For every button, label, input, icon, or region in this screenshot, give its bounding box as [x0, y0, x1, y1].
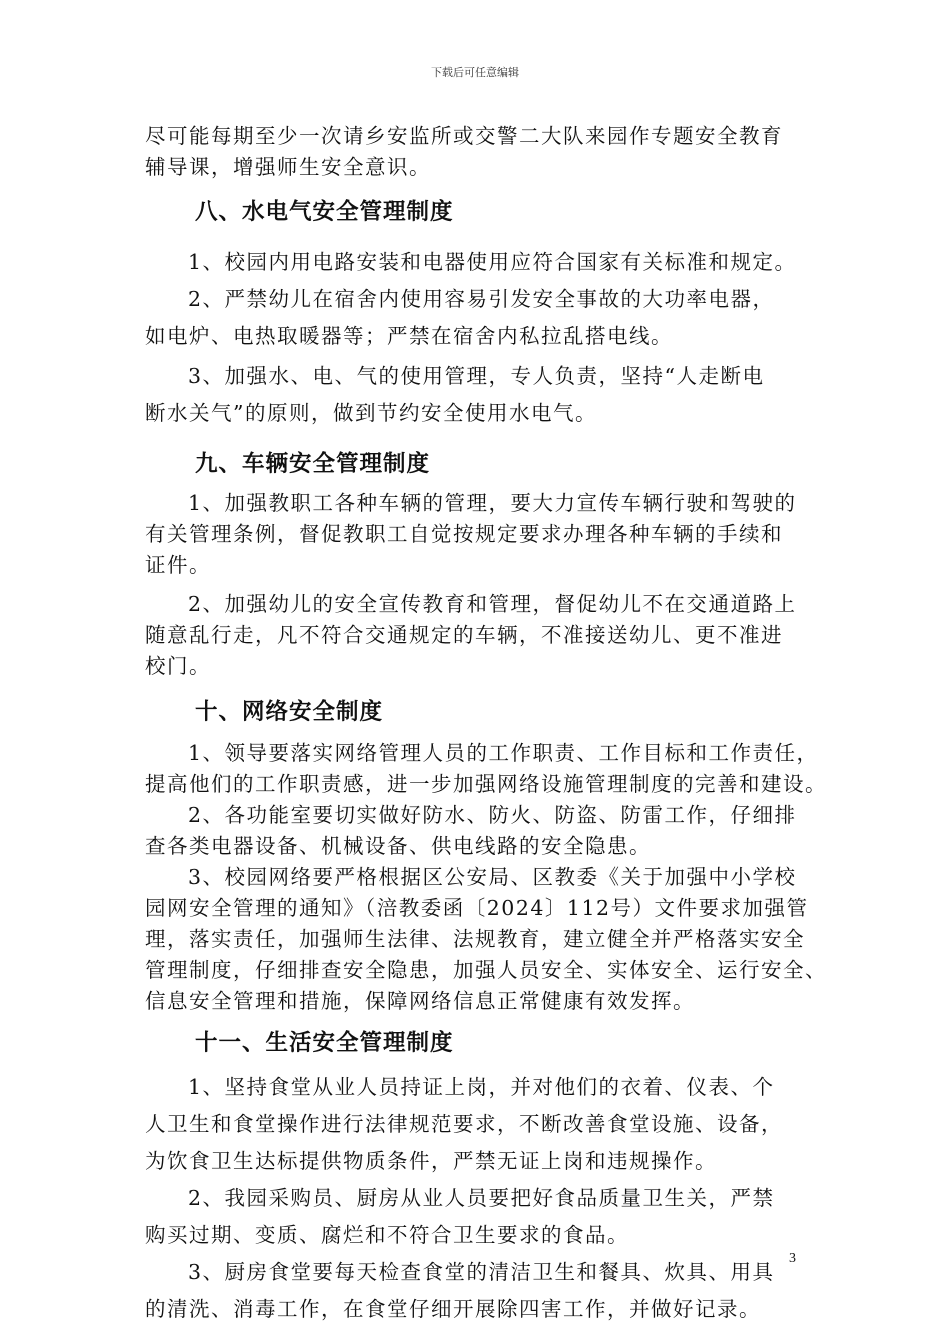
text-line: 2、严禁幼儿在宿舍内使用容易引发安全事故的大功率电器， [188, 287, 775, 311]
text-line: 校门。 [145, 654, 211, 678]
text-line: 3、加强水、电、气的使用管理，专人负责，坚持“人走断电 [188, 364, 765, 388]
section-9-body [145, 488, 825, 682]
text-line: 3、厨房食堂要每天检查食堂的清洁卫生和餐具、炊具、用具 [188, 1260, 775, 1284]
section-8-body [145, 244, 825, 432]
text-line: 1、坚持食堂从业人员持证上岗，并对他们的衣着、仪表、个 [188, 1075, 775, 1099]
section-heading-9: 九、车辆安全管理制度 [195, 451, 431, 477]
text-line: 信息安全管理和措施，保障网络信息正常健康有效发挥。 [145, 989, 695, 1013]
page-number: 3 [789, 1251, 796, 1266]
intro-paragraph [145, 118, 825, 186]
section-10-body [145, 738, 825, 1017]
text-line: 有关管理条例，督促教职工自觉按规定要求办理各种车辆的手续和 [145, 522, 783, 546]
text-line: 辅导课，增强师生安全意识。 [145, 155, 431, 179]
text-line: 断水关气”的原则，做到节约安全使用水电气。 [145, 401, 597, 425]
text-line: 2、加强幼儿的安全宣传教育和管理，督促幼儿不在交通道路上 [188, 592, 797, 616]
text-line: 1、加强教职工各种车辆的管理，要大力宣传车辆行驶和驾驶的 [188, 491, 797, 515]
document-body [145, 118, 825, 1328]
text-line: 1、领导要落实网络管理人员的工作职责、工作目标和工作责任， [188, 741, 819, 765]
section-heading-11: 十一、生活安全管理制度 [195, 1030, 454, 1056]
text-line: 2、我园采购员、厨房从业人员要把好食品质量卫生关，严禁 [188, 1186, 775, 1210]
section-11-body [145, 1069, 825, 1328]
text-line: 证件。 [145, 553, 211, 577]
text-line: 3、校园网络要严格根据区公安局、区教委《关于加强中小学校 [188, 865, 797, 889]
text-line: 园网安全管理的通知》（涪教委函〔2024〕112号）文件要求加强管 [145, 896, 809, 920]
text-line: 提高他们的工作职责感，进一步加强网络设施管理制度的完善和建设。 [145, 772, 827, 796]
text-line: 尽可能每期至少一次请乡安监所或交警二大队来园作专题安全教育 [145, 124, 783, 148]
text-line: 2、各功能室要切实做好防水、防火、防盗、防雷工作，仔细排 [188, 803, 797, 827]
text-line: 1、校园内用电路安装和电器使用应符合国家有关标准和规定。 [188, 250, 797, 274]
text-line: 的清洗、消毒工作，在食堂仔细开展除四害工作，并做好记录。 [145, 1297, 761, 1321]
text-line: 查各类电器设备、机械设备、供电线路的安全隐患。 [145, 834, 651, 858]
text-line: 购买过期、变质、腐烂和不符合卫生要求的食品。 [145, 1223, 629, 1247]
section-heading-8: 八、水电气安全管理制度 [195, 199, 454, 225]
section-heading-10: 十、网络安全制度 [195, 699, 384, 725]
page-header: 下载后可任意编辑 [431, 66, 519, 79]
text-line: 如电炉、电热取暖器等；严禁在宿舍内私拉乱搭电线。 [145, 324, 673, 348]
text-line: 随意乱行走，凡不符合交通规定的车辆，不准接送幼儿、更不准进 [145, 623, 783, 647]
text-line: 理，落实责任，加强师生法律、法规教育，建立健全并严格落实安全 [145, 927, 805, 951]
text-line: 人卫生和食堂操作进行法律规范要求，不断改善食堂设施、设备， [145, 1112, 783, 1136]
text-line: 管理制度，仔细排查安全隐患，加强人员安全、实体安全、运行安全、 [145, 958, 827, 982]
text-line: 为饮食卫生达标提供物质条件，严禁无证上岗和违规操作。 [145, 1149, 717, 1173]
